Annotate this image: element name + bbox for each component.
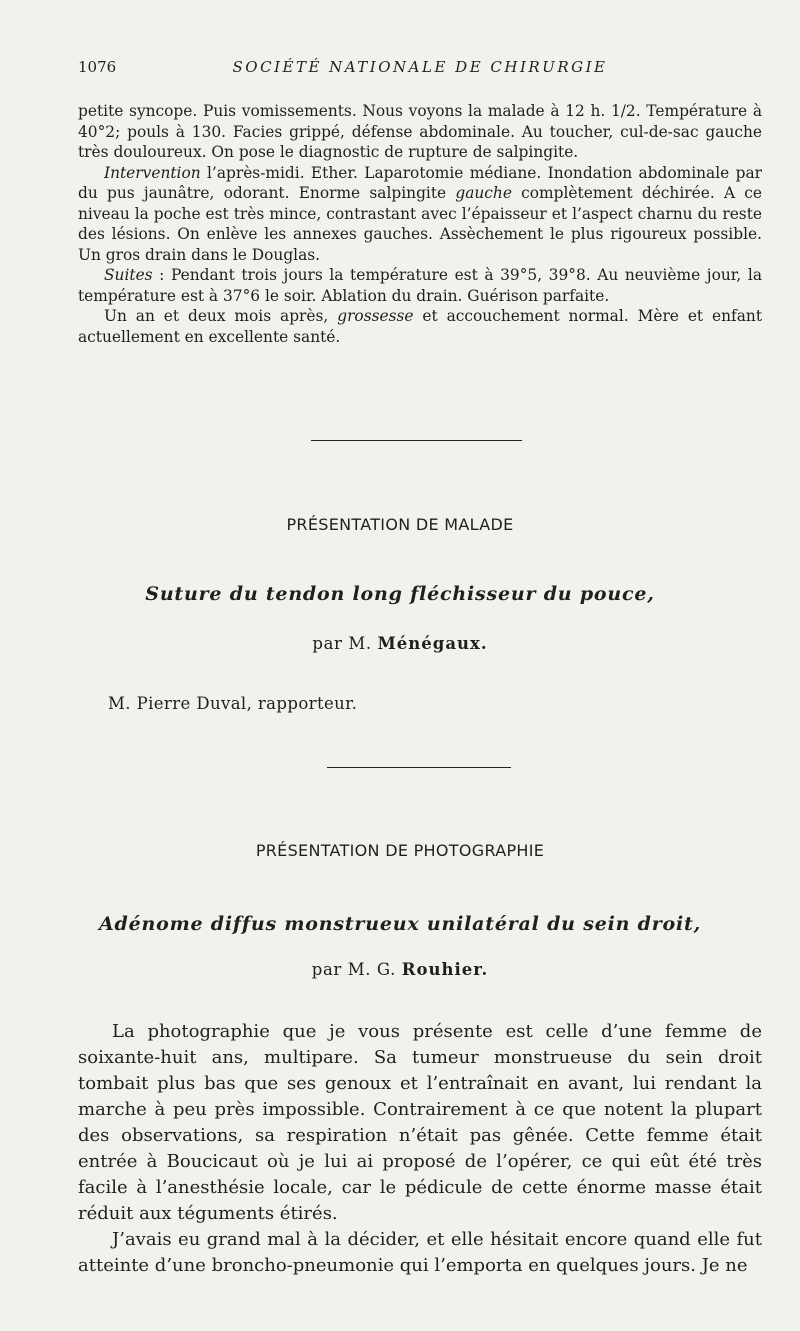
author-name: Rouhier. <box>401 960 489 979</box>
byline-prefix: par M. <box>312 634 378 653</box>
outcome-emphasis: grossesse <box>337 307 414 325</box>
case-paragraph-4 <box>78 306 762 347</box>
section-divider <box>311 440 522 441</box>
outcome-text-b: et accouchement normal. Mère et enfant actuellement en excellente santé. <box>78 307 762 346</box>
intervention-lead: Intervention <box>104 163 201 182</box>
case-paragraph-2 <box>78 163 762 266</box>
section-heading-photographie: PRÉSENTATION DE PHOTOGRAPHIE <box>255 841 545 860</box>
body-paragraph-1: La photographie que je vous présente est celle d’une femme de soixante-huit ans, multipare. Sa tumeur monstrueuse du sein droit tombait plus bas que ses genoux et l’entraînait en avant, lui rendant la marche à peu près impossible. Contrairement à ce que notent la plupart des observations, sa respiration n’était pas gênée. Cette femme était entrée à Boucicaut où je lui ai proposé de l’opérer, ce qui eût été très facile à l’anesthésie locale, car le pédicule de cette énorme masse était réduit aux téguments étirés. <box>78 1021 762 1224</box>
author-name: Ménégaux. <box>377 634 488 653</box>
byline-malade <box>0 634 800 653</box>
case-title-malade: Suture du tendon long fléchisseur du pouce, <box>145 583 655 605</box>
suites-lead: Suites <box>104 266 153 284</box>
running-title: SOCIÉTÉ NATIONALE DE CHIRURGIE <box>232 58 608 76</box>
byline-photographie <box>0 960 800 979</box>
section-heading-malade: PRÉSENTATION DE MALADE <box>286 515 514 534</box>
photographie-body <box>78 1019 762 1279</box>
intervention-text-a: l’après-midi. Ether. Laparotomie médiane. Inondation abdominale par du pus jaunâtre, odorant. Enorme salpingite <box>78 163 762 202</box>
case-paragraph-3 <box>78 265 762 306</box>
page-header <box>78 58 762 82</box>
case-paragraph-1: petite syncope. Puis vomissements. Nous voyons la malade à 12 h. 1/2. Température à 40°2; pouls à 130. Facies grippé, défense abdominale. Au toucher, cul-de-sac gauche très douloureux. On pose le diagnostic de rupture de salpingite. <box>78 102 762 161</box>
intervention-emphasis: gauche <box>455 184 512 202</box>
case-report-text <box>78 101 762 347</box>
suites-text: : Pendant trois jours la température est à 39°5, 39°8. Au neuvième jour, la température est à 37°6 le soir. Ablation du drain. Guérison parfaite. <box>78 266 762 305</box>
section-divider <box>327 767 511 768</box>
case-title-photographie: Adénome diffus monstrueux unilatéral du sein droit, <box>98 913 702 935</box>
body-paragraph-2: J’avais eu grand mal à la décider, et elle hésitait encore quand elle fut atteinte d’une broncho-pneumonie qui l’emporta en quelques jours. Je ne <box>78 1229 762 1276</box>
outcome-text-a: Un an et deux mois après, <box>104 307 338 325</box>
intervention-text-b: complètement déchirée. A ce niveau la poche est très mince, contrastant avec l’épaisseur et l’aspect charnu du reste des lésions. On enlève les annexes gauches. Assèchement le plus rigoureux possible. Un gros drain dans le Douglas. <box>78 184 762 264</box>
page-number: 1076 <box>78 58 117 76</box>
byline-prefix: par M. G. <box>311 960 402 979</box>
rapporteur-line: M. Pierre Duval, rapporteur. <box>108 694 358 713</box>
